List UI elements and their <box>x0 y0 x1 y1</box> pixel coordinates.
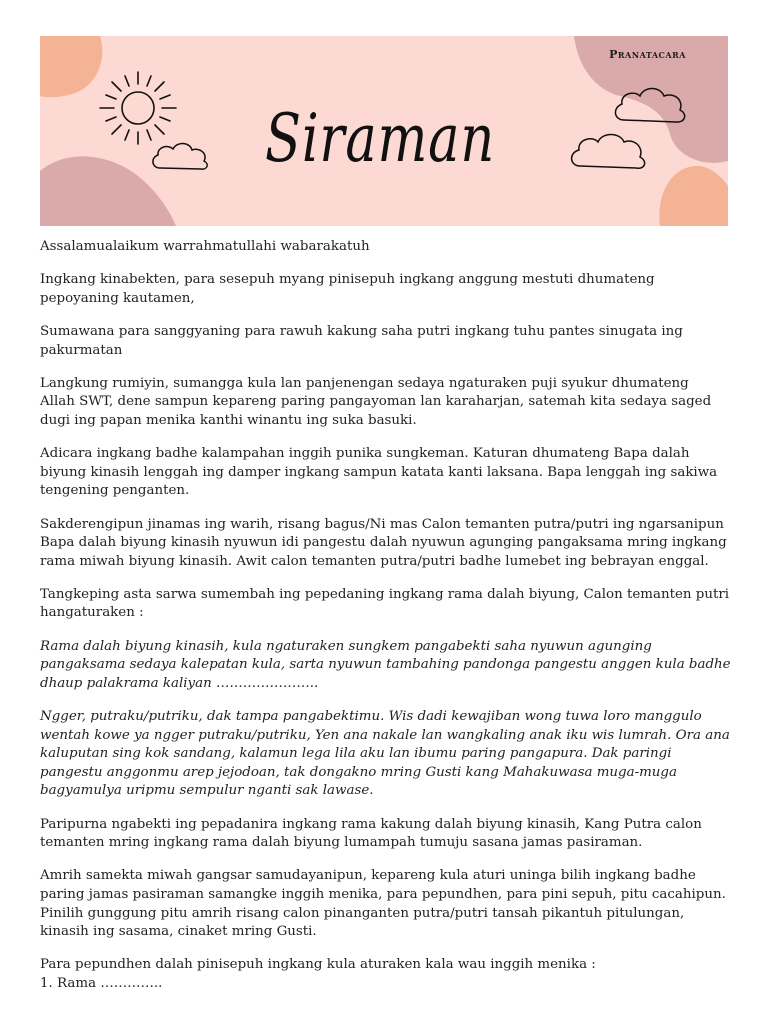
text-line: 1. Rama ………….. <box>40 975 163 991</box>
paragraph <box>40 271 730 308</box>
text-line: dugi ing papan menika kanthi winantu ing suka basuki. <box>40 412 417 428</box>
text-line: pakurmatan <box>40 342 123 358</box>
text-line: Sakderengipun jinamas ing warih, risang bagus/Ni mas Calon temanten putra/putri ing ngarsanipun <box>40 516 724 532</box>
text-line: tengening penganten. <box>40 483 190 499</box>
paragraph <box>40 816 730 853</box>
paragraph <box>40 708 730 801</box>
paragraph <box>40 445 730 501</box>
paragraph <box>40 323 730 360</box>
text-line: Para pepundhen dalah pinisepuh ingkang kula aturaken kala wau inggih menika : <box>40 957 596 973</box>
text-line: Assalamualaikum warrahmatullahi wabarakatuh <box>40 239 370 254</box>
text-line: Paripurna ngabekti ing pepadanira ingkang rama kakung dalah biyung kinasih, Kang Putra calon <box>40 816 702 832</box>
paragraph <box>40 586 730 623</box>
text-line: Ngger, putraku/putriku, dak tampa pangabektimu. Wis dadi kewajiban wong tuwa loro manggulo <box>40 709 702 725</box>
paragraph <box>40 638 730 694</box>
text-line: Pinilih gunggung pitu amrih risang calon pinanganten putra/putri tansah pikantuh pitulungan, <box>40 905 685 921</box>
text-line: biyung kinasih lenggah ing damper ingkang sampun katata kanti laksana. Bapa lenggah ing sakiwa <box>40 464 718 480</box>
text-line: kaluputan sing kok sandang, kalamun lega lila aku lan ibumu paring pangapura. Dak paringi <box>40 746 672 762</box>
paragraph <box>40 375 730 431</box>
paragraph <box>40 238 730 257</box>
header-label: Pranatacara <box>609 48 686 61</box>
text-line: hangaturaken : <box>40 605 144 621</box>
text-line: Bapa dalah biyung kinasih nyuwun idi pangestu dalah nyuwun agunging pangaksama mring ingkang <box>40 535 727 551</box>
text-line: pangaksama sedaya kalepatan kula, sarta nyuwun tambahing pandonga pangestu anggen kula badhe <box>40 657 731 673</box>
text-line: Sumawana para sanggyaning para rawuh kakung saha putri ingkang tuhu pantes sinugata ing <box>40 323 683 339</box>
text-line: wentah kowe ya ngger putraku/putriku, Yen ana nakale lan wangkaling anak iku wis lumrah. Ora ana <box>40 727 730 743</box>
text-line: bagyamulya uripmu sempulur nganti sak lawase. <box>40 783 374 799</box>
text-line: Langkung rumiyin, sumangga kula lan panjenengan sedaya ngaturaken puji syukur dhumateng <box>40 375 689 391</box>
text-line: paring jamas pasiraman samangke inggih menika, para pepundhen, para pini sepuh, pitu cacahipun. <box>40 886 726 902</box>
text-line: temanten mring ingkang rama dalah biyung lumampah tumuju sasana jamas pasiraman. <box>40 835 643 851</box>
text-line: Allah SWT, dene sampun kepareng paring pangayoman lan karaharjan, satemah kita sedaya saged <box>40 394 712 410</box>
text-line: pepoyaning kautamen, <box>40 290 195 306</box>
text-line: Amrih samekta miwah gangsar samudayanipun, kepareng kula aturi uninga bilih ingkang badhe <box>40 868 696 884</box>
page-title: Siraman <box>265 100 495 177</box>
text-line: Ingkang kinabekten, para sesepuh myang pinisepuh ingkang anggung mestuti dhumateng <box>40 272 655 288</box>
text-line: Tangkeping asta sarwa sumembah ing pepedaning ingkang rama dalah biyung, Calon temanten putri <box>40 586 730 602</box>
text-line: rama miwah biyung kinasih. Awit calon temanten putra/putri badhe lumebet ing bebrayan enggal. <box>40 553 709 569</box>
paragraph <box>40 516 730 572</box>
text-line: Rama dalah biyung kinasih, kula ngaturaken sungkem pangabekti saha nyuwun agunging <box>40 638 652 654</box>
document-body <box>40 238 730 1008</box>
text-line: dhaup palakrama kaliyan ………………….. <box>40 675 319 691</box>
header-banner <box>40 36 728 226</box>
paragraph <box>40 956 730 993</box>
text-line: Adicara ingkang badhe kalampahan inggih punika sungkeman. Katuran dhumateng Bapa dalah <box>40 446 690 462</box>
text-line: kinasih ing sasama, cinaket mring Gusti. <box>40 924 317 940</box>
text-line: pangestu anggonmu arep jejodoan, tak dongakno mring Gusti kang Mahakuwasa muga-muga <box>40 764 677 780</box>
paragraph <box>40 867 730 941</box>
